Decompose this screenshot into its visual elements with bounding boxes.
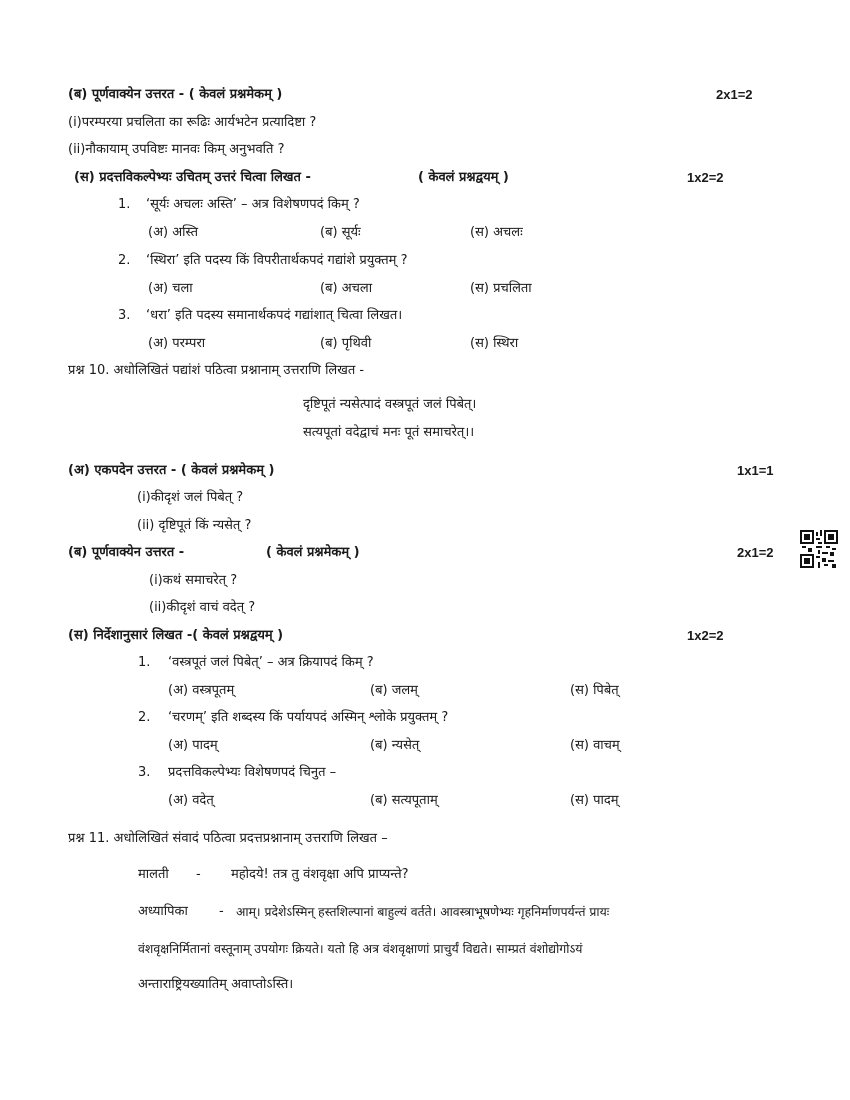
section-s1-item-2-option-c: (स) प्रचलिता [470, 281, 532, 296]
section-s2-item-3-text: प्रदत्तविकल्पेभ्यः विशेषणपदं चिनुत – [168, 765, 337, 780]
section-s1-item-3-option-a: (अ) परम्परा [148, 336, 206, 351]
dialogue-line-2b: वंशवृक्षनिर्मितानां वस्तूनाम् उपयोगः क्रियते। यतो हि अत्र वंशवृक्षाणां प्राचुर्यं विद्यते। साम्प्रतं वंशोद्योगोऽयं [138, 941, 583, 956]
section-s2-item-2-option-a: (अ) पादम् [168, 738, 218, 753]
section-b2-heading: (ब) पूर्णवाक्येन उत्तरत - [68, 545, 185, 560]
section-s1-item-2-number: 2. [118, 253, 131, 268]
section-s2-item-3-option-a: (अ) वदेत् [168, 793, 214, 808]
section-s1-item-2-option-b: (ब) अचला [320, 281, 373, 296]
dialogue-line-2c: अन्ताराष्ट्रियख्यातिम् अवाप्तोऽस्ति। [138, 977, 294, 992]
section-s2-heading: (स) निर्देशानुसारं लिखत -( केवलं प्रश्नद्वयम् ) [68, 628, 284, 643]
dialogue-line-1: महोदये! तत्र तु वंशवृक्षा अपि प्राप्यन्ते? [231, 867, 409, 882]
section-s2-item-2-number: 2. [138, 710, 151, 725]
section-s1-heading: (स) प्रदत्तविकल्पेभ्यः उचितम् उत्तरं चित्वा लिखत - [74, 170, 311, 185]
section-s1-instruction: ( केवलं प्रश्नद्वयम् ) [418, 170, 509, 185]
section-s2-item-2-text: ‘चरणम्’ इति शब्दस्य किं पर्यायपदं अस्मिन् श्लोके प्रयुक्तम् ? [168, 710, 449, 725]
qr-code-icon [800, 530, 838, 568]
section-s2-item-1-option-c: (स) पिबेत् [570, 683, 619, 698]
verse-line-1: दृष्टिपूतं न्यसेत्पादं वस्त्रपूतं जलं पिबेत्। [303, 397, 477, 412]
section-s1-item-1-number: 1. [118, 197, 131, 212]
section-s1-item-1-option-a: (अ) अस्ति [148, 225, 198, 240]
section-s2-item-3-option-c: (स) पादम् [570, 793, 619, 808]
section-s1-item-3-option-b: (ब) पृथिवी [320, 336, 372, 351]
section-a2-question-1: (i)कीदृशं जलं पिबेत् ? [137, 490, 244, 505]
section-s2-item-3-option-b: (ब) सत्यपूताम् [370, 793, 438, 808]
section-s1-item-3-number: 3. [118, 308, 131, 323]
section-a2-heading: (अ) एकपदेन उत्तरत - ( केवलं प्रश्नमेकम् ) [68, 463, 275, 478]
section-s2-item-1-option-b: (ब) जलम् [370, 683, 418, 698]
section-s2-item-3-number: 3. [138, 765, 151, 780]
section-s1-item-1-text: ‘सूर्यः अचलः अस्ति’ – अत्र विशेषणपदं किम् ? [146, 197, 360, 212]
dialogue-speaker-1: मालती [138, 867, 169, 882]
section-s1-item-2-text: ‘स्थिरा’ इति पदस्य किं विपरीतार्थकपदं गद्यांशे प्रयुक्तम् ? [146, 253, 408, 268]
section-s2-item-2-option-b: (ब) न्यसेत् [370, 738, 420, 753]
section-s2-item-1-text: ‘वस्त्रपूतं जलं पिबेत्’ – अत्र क्रियापदं किम् ? [168, 655, 374, 670]
question-10-heading: प्रश्न 10. अधोलिखितं पद्यांशं पठित्वा प्रश्नानाम् उत्तराणि लिखत - [68, 363, 365, 378]
section-a2-question-2: (ii) दृष्टिपूतं किं न्यसेत् ? [137, 518, 252, 533]
section-s1-item-2-option-a: (अ) चला [148, 281, 193, 296]
section-s1-item-1-option-c: (स) अचलः [470, 225, 523, 240]
section-s2-item-1-number: 1. [138, 655, 151, 670]
section-b2-marks: 2x1=2 [737, 545, 774, 560]
section-s1-marks: 1x2=2 [687, 170, 724, 185]
section-b2-question-1: (i)कथं समाचरेत् ? [149, 573, 238, 588]
section-b1-marks: 2x1=2 [716, 87, 753, 102]
section-s1-item-3-option-c: (स) स्थिरा [470, 336, 519, 351]
section-b2-instruction: ( केवलं प्रश्नमेकम् ) [266, 545, 360, 560]
section-b1-question-1: (i)परम्परया प्रचलिता का रूढिः आर्यभटेन प्रत्यादिष्टा ? [68, 115, 317, 130]
section-s2-item-2-option-c: (स) वाचम् [570, 738, 620, 753]
section-s2-item-1-option-a: (अ) वस्त्रपूतम् [168, 683, 235, 698]
section-s2-marks: 1x2=2 [687, 628, 724, 643]
section-a2-marks: 1x1=1 [737, 463, 774, 478]
section-b1-heading: (ब) पूर्णवाक्येन उत्तरत - ( केवलं प्रश्नमेकम् ) [68, 87, 283, 102]
dialogue-dash-2: - [219, 904, 224, 919]
section-s1-item-1-option-b: (ब) सूर्यः [320, 225, 361, 240]
section-b1-question-2: (ii)नौकायाम् उपविष्टः मानवः किम् अनुभवति ? [68, 142, 285, 157]
verse-line-2: सत्यपूतां वदेद्वाचं मनः पूतं समाचरेत्।। [303, 425, 475, 440]
question-11-heading: प्रश्न 11. अधोलिखितं संवादं पठित्वा प्रदत्तप्रश्नानाम् उत्तराणि लिखत – [68, 831, 388, 846]
section-s1-item-3-text: ‘धरा’ इति पदस्य समानार्थकपदं गद्यांशात् चित्वा लिखत। [146, 308, 403, 323]
dialogue-dash-1: - [196, 867, 201, 882]
dialogue-line-2a: आम्। प्रदेशेऽस्मिन् हस्तशिल्पानां बाहुल्यं वर्तते। आवस्त्राभूषणेभ्यः गृहनिर्माणपर्यन्तं प्रायः [236, 905, 610, 919]
dialogue-speaker-2: अध्यापिका [138, 904, 188, 919]
section-b2-question-2: (ii)कीदृशं वाचं वदेत् ? [149, 600, 256, 615]
